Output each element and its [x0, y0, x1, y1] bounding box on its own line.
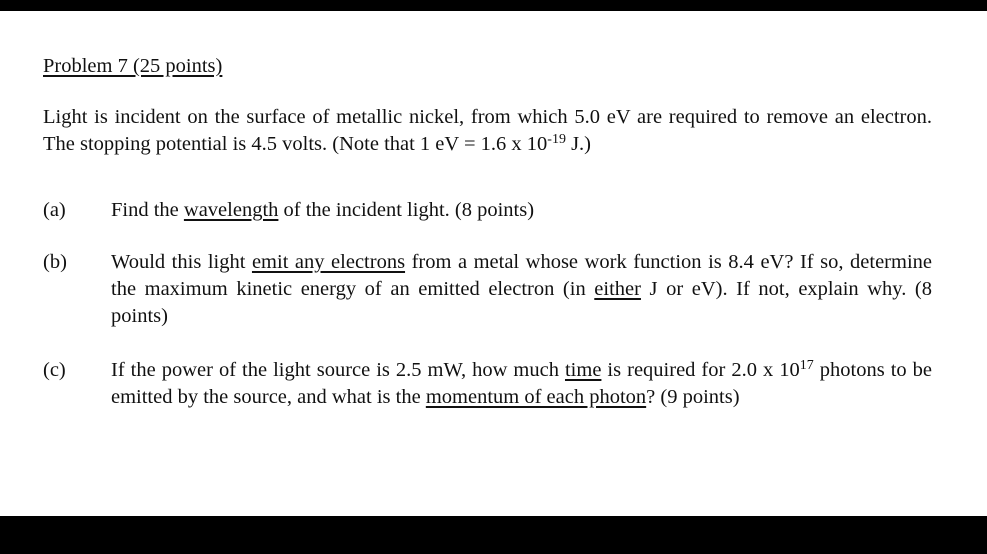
- part-b-underlined-either: either: [594, 278, 641, 300]
- part-a-text-end: of the incident light. (8 points): [278, 199, 535, 221]
- part-c-text-middle: is required for 2.0 x 10: [601, 359, 800, 381]
- part-c-exponent: 17: [799, 358, 814, 373]
- intro-text: Light is incident on the surface of metallic nickel, from which 5.0 eV are required to remove an electron. The stopping potential is 4.5 volts. (Note that 1 eV = 1.6 x 10: [43, 106, 932, 155]
- part-b-label: (b): [43, 251, 67, 273]
- part-c-text-start: If the power of the light source is 2.5 mW, how much: [111, 359, 565, 381]
- part-a-text-start: Find the: [111, 199, 184, 221]
- part-c-underlined-time: time: [564, 359, 602, 381]
- part-b-text: [111, 249, 932, 330]
- part-c-text-end: ? (9 points): [646, 386, 740, 408]
- document-page: [0, 11, 987, 516]
- part-a-text: [111, 197, 932, 224]
- part-c-underlined-momentum: momentum of each photon: [425, 386, 647, 408]
- part-c-text: [111, 357, 932, 411]
- part-c-text-middle-2: photons to be emitted by the source, and what is the: [111, 359, 933, 408]
- part-b-text-middle: from a metal whose work function is 8.4 eV? If so, determine the maximum kinetic energy of an emitted electron (in: [111, 251, 932, 300]
- intro-text-end: J.): [565, 133, 592, 155]
- intro-exponent: -19: [547, 132, 566, 147]
- part-a-underlined-wavelength: wavelength: [183, 199, 279, 221]
- problem-intro: [43, 104, 932, 158]
- part-b-underlined-emit: emit any electrons: [251, 251, 406, 273]
- part-b-text-start: Would this light: [111, 251, 252, 273]
- part-a-label: (a): [43, 199, 66, 221]
- problem-title: Problem 7 (25 points): [43, 55, 223, 77]
- part-b-text-end: J or eV). If not, explain why. (8 points): [111, 278, 932, 327]
- part-c-label: (c): [43, 359, 66, 381]
